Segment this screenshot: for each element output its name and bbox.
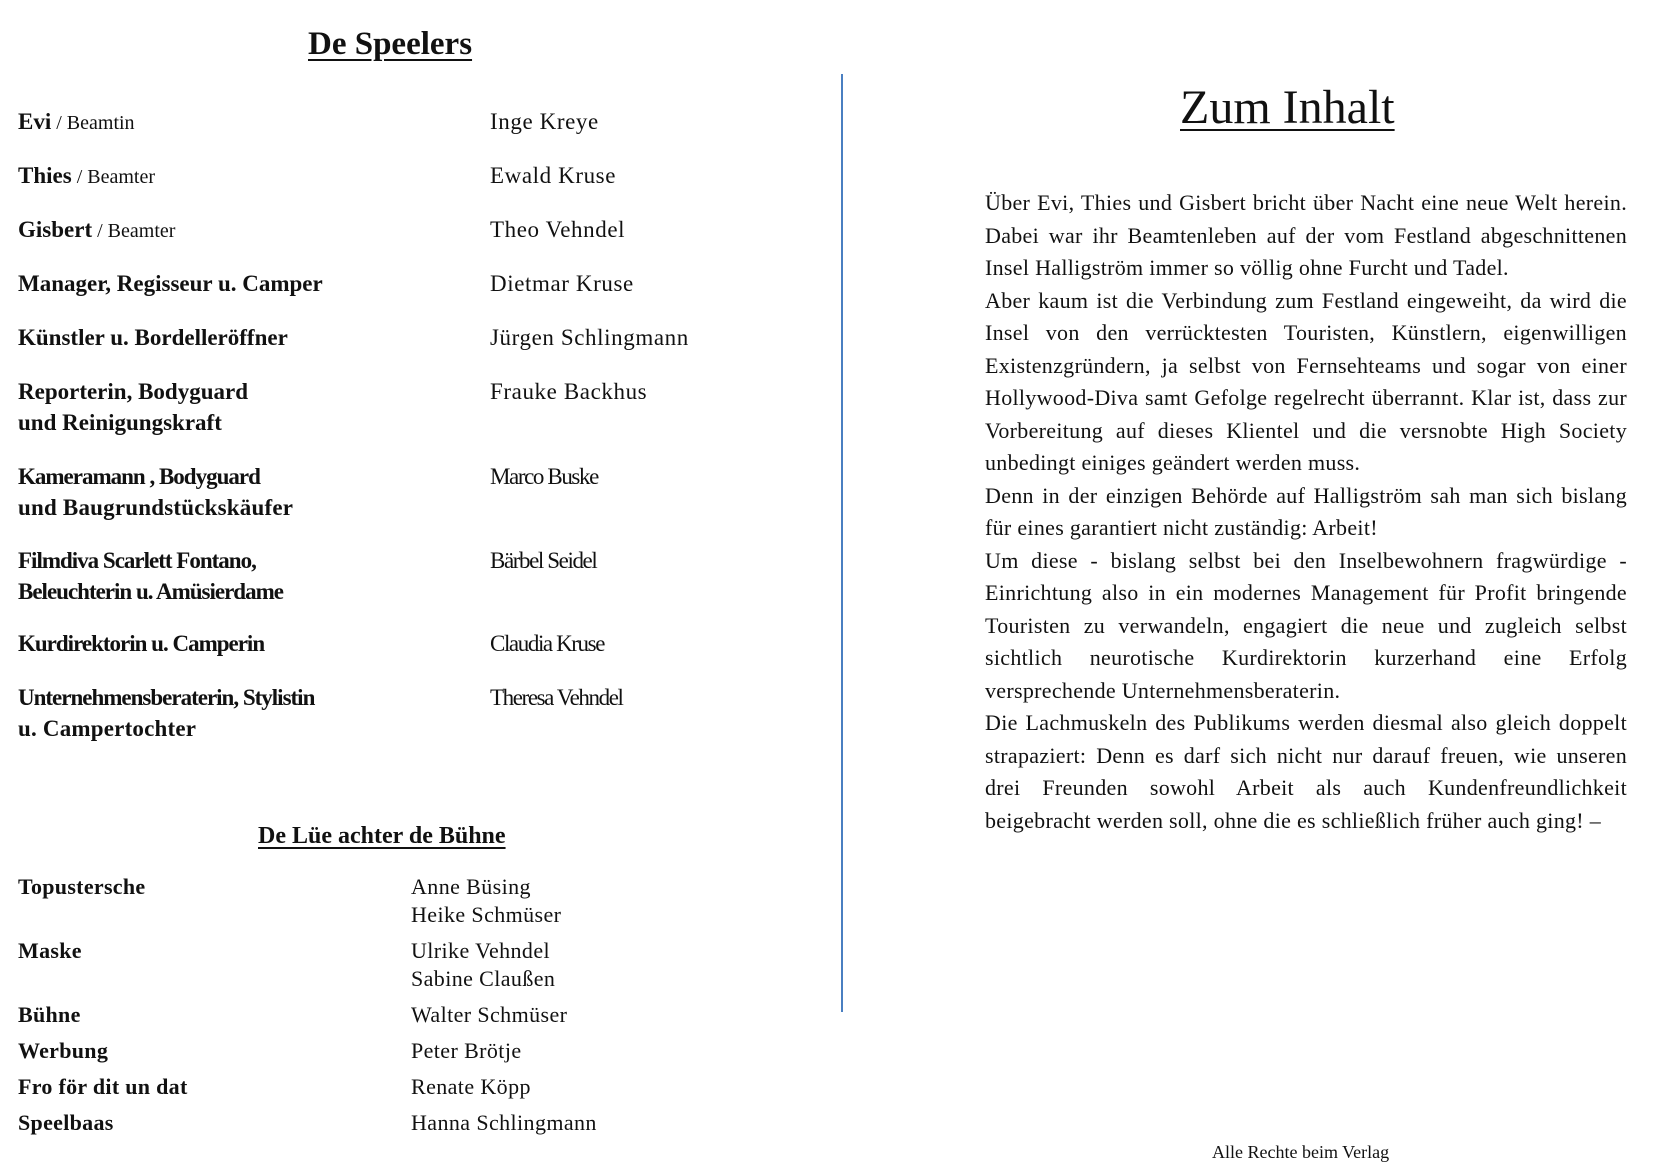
crew-role: Topustersche	[18, 874, 146, 899]
cast-role: Thies / Beamter	[18, 163, 155, 188]
synopsis-paragraph: Über Evi, Thies und Gisbert bricht über Nacht eine neue Welt herein. Dabei war ihr Beamtenleben auf der vom Festland abgeschnittenen Insel Halligström immer so völlig ohne Furcht und Tadel.	[985, 190, 1627, 280]
cast-role: Künstler u. Bordelleröffner	[18, 325, 288, 350]
cast-role: Filmdiva Scarlett Fontano, Beleuchterin u. Amüsierdame	[18, 548, 283, 604]
crew-role: Fro för dit un dat	[18, 1074, 188, 1099]
cast-actor: Inge Kreye	[490, 109, 599, 134]
crew-role: Bühne	[18, 1002, 81, 1027]
synopsis-paragraph: Die Lachmuskeln des Publikums werden diesmal also gleich doppelt strapaziert: Denn es darf sich nicht nur darauf freuen, wie unseren drei Freunden sowohl Arbeit als auch Kundenfreundlichkeit beigebracht werden soll, ohne die es schließlich früher auch ging! –	[985, 710, 1627, 833]
cast-actor: Theresa Vehndel	[490, 685, 623, 710]
cast-actor: Bärbel Seidel	[490, 548, 597, 573]
cast-role: Manager, Regisseur u. Camper	[18, 271, 323, 296]
cast-actor: Frauke Backhus	[490, 379, 648, 404]
cast-role: Reporterin, Bodyguard und Reinigungskraft	[18, 379, 248, 435]
crew-name: Peter Brötje	[411, 1038, 522, 1063]
synopsis-paragraph: Aber kaum ist die Verbindung zum Festland eingeweiht, da wird die Insel von den verrücktesten Touristen, Künstlern, eigenwilligen Existenzgründern, ja selbst von Fernsehteams und sogar von einer Hollywood-Diva samt Gefolge regelrecht überrannt. Klar ist, dass zur Vorbereitung auf dieses Klientel und die versnobte High Society unbedingt einiges geändert werden muss.	[985, 287, 1627, 475]
cast-actor: Claudia Kruse	[490, 631, 605, 656]
crew-role: Maske	[18, 938, 82, 963]
cast-actor: Ewald Kruse	[490, 163, 617, 188]
cast-role: Kurdirektorin u. Camperin	[18, 631, 265, 656]
cast-role: Unternehmensberaterin, Stylistin u. Campertochter	[18, 685, 315, 741]
crew-heading: De Lüe achter de Bühne	[258, 823, 506, 849]
cast-actor: Jürgen Schlingmann	[490, 325, 689, 350]
cast-heading: De Speelers	[308, 26, 473, 62]
crew-name: Anne Büsing Heike Schmüser	[411, 874, 562, 927]
crew-role: Werbung	[18, 1038, 109, 1063]
cast-actor: Theo Vehndel	[490, 217, 626, 242]
copyright-note: Alle Rechte beim Verlag	[1212, 1142, 1390, 1162]
cast-actor: Dietmar Kruse	[490, 271, 634, 296]
cast-actor: Marco Buske	[490, 464, 598, 489]
crew-name: Ulrike Vehndel Sabine Claußen	[411, 938, 556, 991]
synopsis-paragraph: Denn in der einzigen Behörde auf Halligström sah man sich bislang für eines garantiert nicht zuständig: Arbeit!	[985, 482, 1627, 540]
cast-role: Evi / Beamtin	[18, 109, 135, 134]
crew-name: Hanna Schlingmann	[411, 1110, 597, 1135]
page-divider	[841, 74, 843, 1012]
synopsis-paragraph: Um diese - bislang selbst bei den Inselbewohnern fragwürdige - Einrichtung also in ein modernes Management für Profit bringende Touristen zu verwandeln, engagiert die neue und zugleich selbst sichtlich neurotische Kurdirektorin kurzerhand eine Erfolg versprechende Unternehmensberaterin.	[985, 547, 1627, 703]
crew-name: Walter Schmüser	[411, 1002, 568, 1027]
cast-role: Gisbert / Beamter	[18, 217, 176, 242]
crew-name: Renate Köpp	[411, 1074, 531, 1099]
synopsis-body	[985, 187, 1627, 837]
cast-role: Kameramann , Bodyguard und Baugrundstückskäufer	[18, 464, 294, 520]
synopsis-heading: Zum Inhalt	[1180, 81, 1395, 134]
crew-role: Speelbaas	[18, 1110, 114, 1135]
